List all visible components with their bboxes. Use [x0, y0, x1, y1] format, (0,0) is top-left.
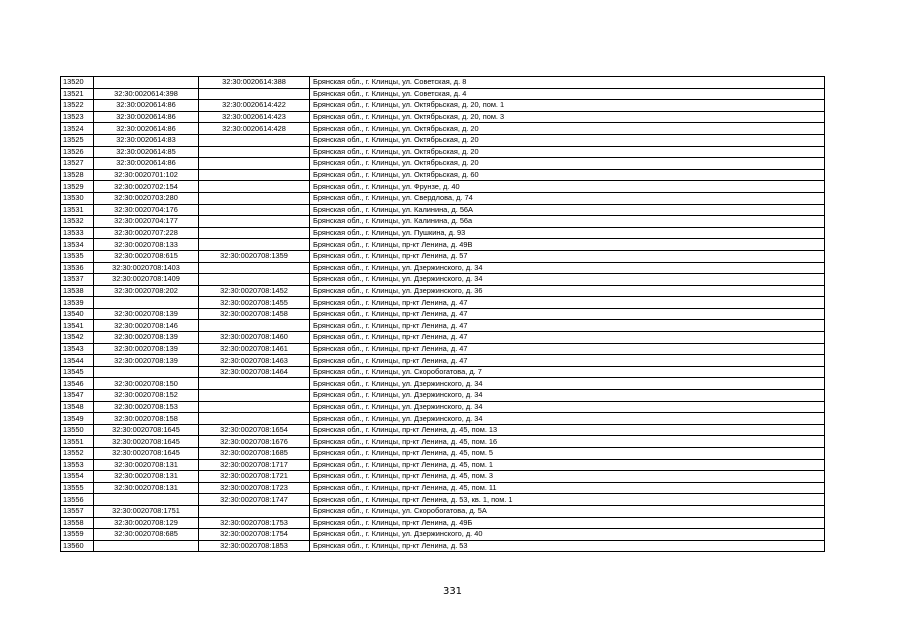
row-number-cell: 13540	[61, 308, 94, 320]
cadastral-number-cell: 32:30:0020614:85	[94, 146, 199, 158]
cadastral-number-cell: 32:30:0020708:150	[94, 378, 199, 390]
row-number-cell: 13531	[61, 204, 94, 216]
row-number-cell: 13554	[61, 471, 94, 483]
premises-cadastral-number-cell: 32:30:0020708:1723	[199, 482, 310, 494]
address-cell: Брянская обл., г. Клинцы, ул. Советская, д. 8	[310, 77, 825, 89]
cadastral-number-cell: 32:30:0020708:1751	[94, 505, 199, 517]
premises-cadastral-number-cell	[199, 181, 310, 193]
address-cell: Брянская обл., г. Клинцы, пр-кт Ленина, д. 57	[310, 250, 825, 262]
cadastral-number-cell: 32:30:0020614:86	[94, 111, 199, 123]
premises-cadastral-number-cell	[199, 146, 310, 158]
row-number-cell: 13536	[61, 262, 94, 274]
cadastral-number-cell: 32:30:0020708:139	[94, 308, 199, 320]
cadastral-number-cell: 32:30:0020708:131	[94, 482, 199, 494]
row-number-cell: 13523	[61, 111, 94, 123]
cadastral-number-cell: 32:30:0020614:86	[94, 123, 199, 135]
table-row	[61, 343, 825, 355]
address-cell: Брянская обл., г. Клинцы, пр-кт Ленина, д. 45, пом. 13	[310, 424, 825, 436]
cadastral-number-cell: 32:30:0020704:176	[94, 204, 199, 216]
premises-cadastral-number-cell	[199, 216, 310, 228]
cadastral-number-cell: 32:30:0020614:86	[94, 100, 199, 112]
address-cell: Брянская обл., г. Клинцы, пр-кт Ленина, д. 49Б	[310, 517, 825, 529]
table-row	[61, 262, 825, 274]
cadastral-number-cell: 32:30:0020708:685	[94, 529, 199, 541]
table-row	[61, 517, 825, 529]
row-number-cell: 13527	[61, 158, 94, 170]
premises-cadastral-number-cell: 32:30:0020708:1747	[199, 494, 310, 506]
table-row	[61, 332, 825, 344]
row-number-cell: 13560	[61, 540, 94, 552]
cadastral-number-cell: 32:30:0020708:146	[94, 320, 199, 332]
table-row	[61, 274, 825, 286]
table-row	[61, 192, 825, 204]
row-number-cell: 13528	[61, 169, 94, 181]
row-number-cell: 13545	[61, 366, 94, 378]
premises-cadastral-number-cell: 32:30:0020708:1460	[199, 332, 310, 344]
table-row	[61, 169, 825, 181]
cadastral-number-cell: 32:30:0020708:133	[94, 239, 199, 251]
premises-cadastral-number-cell: 32:30:0020708:1685	[199, 448, 310, 460]
cadastral-number-cell: 32:30:0020614:398	[94, 88, 199, 100]
registry-table-body	[61, 77, 825, 552]
premises-cadastral-number-cell: 32:30:0020708:1464	[199, 366, 310, 378]
address-cell: Брянская обл., г. Клинцы, пр-кт Ленина, д. 45, пом. 3	[310, 471, 825, 483]
address-cell: Брянская обл., г. Клинцы, пр-кт Ленина, д. 53	[310, 540, 825, 552]
table-row	[61, 482, 825, 494]
cadastral-number-cell	[94, 540, 199, 552]
address-cell: Брянская обл., г. Клинцы, пр-кт Ленина, д. 47	[310, 308, 825, 320]
premises-cadastral-number-cell	[199, 413, 310, 425]
row-number-cell: 13556	[61, 494, 94, 506]
row-number-cell: 13520	[61, 77, 94, 89]
address-cell: Брянская обл., г. Клинцы, ул. Дзержинского, д. 34	[310, 262, 825, 274]
address-cell: Брянская обл., г. Клинцы, ул. Скоробогатова, д. 7	[310, 366, 825, 378]
premises-cadastral-number-cell	[199, 158, 310, 170]
row-number-cell: 13526	[61, 146, 94, 158]
table-row	[61, 204, 825, 216]
premises-cadastral-number-cell: 32:30:0020614:422	[199, 100, 310, 112]
premises-cadastral-number-cell: 32:30:0020708:1452	[199, 285, 310, 297]
cadastral-number-cell	[94, 77, 199, 89]
address-cell: Брянская обл., г. Клинцы, пр-кт Ленина, д. 45, пом. 1	[310, 459, 825, 471]
row-number-cell: 13553	[61, 459, 94, 471]
cadastral-number-cell	[94, 366, 199, 378]
cadastral-number-cell: 32:30:0020614:86	[94, 158, 199, 170]
address-cell: Брянская обл., г. Клинцы, пр-кт Ленина, д. 49В	[310, 239, 825, 251]
cadastral-number-cell: 32:30:0020614:83	[94, 134, 199, 146]
premises-cadastral-number-cell: 32:30:0020708:1676	[199, 436, 310, 448]
premises-cadastral-number-cell	[199, 239, 310, 251]
table-row	[61, 181, 825, 193]
cadastral-number-cell: 32:30:0020708:131	[94, 471, 199, 483]
table-row	[61, 239, 825, 251]
premises-cadastral-number-cell	[199, 169, 310, 181]
table-row	[61, 436, 825, 448]
address-cell: Брянская обл., г. Клинцы, ул. Калинина, д. 56а	[310, 216, 825, 228]
table-row	[61, 505, 825, 517]
address-cell: Брянская обл., г. Клинцы, ул. Октябрьская, д. 20	[310, 158, 825, 170]
cadastral-number-cell: 32:30:0020703:280	[94, 192, 199, 204]
table-row	[61, 250, 825, 262]
address-cell: Брянская обл., г. Клинцы, пр-кт Ленина, д. 47	[310, 332, 825, 344]
address-cell: Брянская обл., г. Клинцы, ул. Октябрьская, д. 20	[310, 134, 825, 146]
table-row	[61, 448, 825, 460]
table-row	[61, 158, 825, 170]
table-row	[61, 366, 825, 378]
table-row	[61, 378, 825, 390]
table-row	[61, 413, 825, 425]
cadastral-number-cell: 32:30:0020708:1403	[94, 262, 199, 274]
cadastral-number-cell: 32:30:0020708:615	[94, 250, 199, 262]
address-cell: Брянская обл., г. Клинцы, ул. Дзержинского, д. 34	[310, 390, 825, 402]
row-number-cell: 13530	[61, 192, 94, 204]
premises-cadastral-number-cell: 32:30:0020708:1359	[199, 250, 310, 262]
address-cell: Брянская обл., г. Клинцы, ул. Октябрьская, д. 20, пом. 1	[310, 100, 825, 112]
address-cell: Брянская обл., г. Клинцы, ул. Свердлова, д. 74	[310, 192, 825, 204]
address-cell: Брянская обл., г. Клинцы, ул. Дзержинского, д. 40	[310, 529, 825, 541]
table-row	[61, 88, 825, 100]
row-number-cell: 13548	[61, 401, 94, 413]
row-number-cell: 13541	[61, 320, 94, 332]
table-row	[61, 77, 825, 89]
premises-cadastral-number-cell: 32:30:0020708:1754	[199, 529, 310, 541]
address-cell: Брянская обл., г. Клинцы, пр-кт Ленина, д. 47	[310, 343, 825, 355]
address-cell: Брянская обл., г. Клинцы, пр-кт Ленина, д. 45, пом. 5	[310, 448, 825, 460]
address-cell: Брянская обл., г. Клинцы, ул. Пушкина, д. 93	[310, 227, 825, 239]
premises-cadastral-number-cell	[199, 204, 310, 216]
cadastral-number-cell: 32:30:0020708:139	[94, 355, 199, 367]
address-cell: Брянская обл., г. Клинцы, ул. Октябрьская, д. 60	[310, 169, 825, 181]
table-row	[61, 529, 825, 541]
address-cell: Брянская обл., г. Клинцы, ул. Дзержинского, д. 36	[310, 285, 825, 297]
premises-cadastral-number-cell: 32:30:0020708:1458	[199, 308, 310, 320]
row-number-cell: 13521	[61, 88, 94, 100]
table-row	[61, 308, 825, 320]
premises-cadastral-number-cell	[199, 88, 310, 100]
table-row	[61, 494, 825, 506]
cadastral-number-cell: 32:30:0020704:177	[94, 216, 199, 228]
cadastral-number-cell: 32:30:0020702:154	[94, 181, 199, 193]
cadastral-number-cell: 32:30:0020708:202	[94, 285, 199, 297]
address-cell: Брянская обл., г. Клинцы, ул. Октябрьская, д. 20, пом. 3	[310, 111, 825, 123]
table-row	[61, 540, 825, 552]
row-number-cell: 13533	[61, 227, 94, 239]
premises-cadastral-number-cell: 32:30:0020708:1717	[199, 459, 310, 471]
row-number-cell: 13524	[61, 123, 94, 135]
row-number-cell: 13552	[61, 448, 94, 460]
row-number-cell: 13551	[61, 436, 94, 448]
table-row	[61, 227, 825, 239]
table-row	[61, 471, 825, 483]
table-row	[61, 100, 825, 112]
row-number-cell: 13539	[61, 297, 94, 309]
row-number-cell: 13534	[61, 239, 94, 251]
address-cell: Брянская обл., г. Клинцы, ул. Дзержинского, д. 34	[310, 274, 825, 286]
address-cell: Брянская обл., г. Клинцы, ул. Советская, д. 4	[310, 88, 825, 100]
premises-cadastral-number-cell	[199, 274, 310, 286]
address-cell: Брянская обл., г. Клинцы, ул. Дзержинского, д. 34	[310, 401, 825, 413]
row-number-cell: 13537	[61, 274, 94, 286]
premises-cadastral-number-cell	[199, 401, 310, 413]
table-row	[61, 134, 825, 146]
address-cell: Брянская обл., г. Клинцы, пр-кт Ленина, д. 47	[310, 320, 825, 332]
address-cell: Брянская обл., г. Клинцы, пр-кт Ленина, д. 47	[310, 297, 825, 309]
premises-cadastral-number-cell: 32:30:0020708:1463	[199, 355, 310, 367]
row-number-cell: 13522	[61, 100, 94, 112]
row-number-cell: 13532	[61, 216, 94, 228]
premises-cadastral-number-cell: 32:30:0020708:1455	[199, 297, 310, 309]
premises-cadastral-number-cell: 32:30:0020614:388	[199, 77, 310, 89]
cadastral-number-cell: 32:30:0020701:102	[94, 169, 199, 181]
registry-table	[60, 76, 825, 552]
address-cell: Брянская обл., г. Клинцы, пр-кт Ленина, д. 45, пом. 16	[310, 436, 825, 448]
table-row	[61, 401, 825, 413]
premises-cadastral-number-cell	[199, 227, 310, 239]
premises-cadastral-number-cell: 32:30:0020614:428	[199, 123, 310, 135]
row-number-cell: 13525	[61, 134, 94, 146]
row-number-cell: 13550	[61, 424, 94, 436]
cadastral-number-cell: 32:30:0020708:139	[94, 343, 199, 355]
table-row	[61, 285, 825, 297]
premises-cadastral-number-cell: 32:30:0020708:1721	[199, 471, 310, 483]
table-row	[61, 216, 825, 228]
row-number-cell: 13559	[61, 529, 94, 541]
cadastral-number-cell	[94, 297, 199, 309]
row-number-cell: 13546	[61, 378, 94, 390]
address-cell: Брянская обл., г. Клинцы, пр-кт Ленина, д. 47	[310, 355, 825, 367]
premises-cadastral-number-cell	[199, 390, 310, 402]
row-number-cell: 13555	[61, 482, 94, 494]
row-number-cell: 13535	[61, 250, 94, 262]
premises-cadastral-number-cell	[199, 505, 310, 517]
page-number: 331	[442, 586, 463, 597]
table-row	[61, 424, 825, 436]
address-cell: Брянская обл., г. Клинцы, ул. Октябрьская, д. 20	[310, 146, 825, 158]
table-row	[61, 390, 825, 402]
address-cell: Брянская обл., г. Клинцы, ул. Скоробогатова, д. 5А	[310, 505, 825, 517]
cadastral-number-cell: 32:30:0020708:1645	[94, 448, 199, 460]
premises-cadastral-number-cell: 32:30:0020708:1461	[199, 343, 310, 355]
table-row	[61, 355, 825, 367]
cadastral-number-cell: 32:30:0020708:129	[94, 517, 199, 529]
cadastral-number-cell: 32:30:0020707:228	[94, 227, 199, 239]
premises-cadastral-number-cell	[199, 192, 310, 204]
cadastral-number-cell: 32:30:0020708:139	[94, 332, 199, 344]
address-cell: Брянская обл., г. Клинцы, пр-кт Ленина, д. 53, кв. 1, пом. 1	[310, 494, 825, 506]
address-cell: Брянская обл., г. Клинцы, ул. Дзержинского, д. 34	[310, 378, 825, 390]
row-number-cell: 13547	[61, 390, 94, 402]
premises-cadastral-number-cell: 32:30:0020708:1853	[199, 540, 310, 552]
address-cell: Брянская обл., г. Клинцы, ул. Октябрьская, д. 20	[310, 123, 825, 135]
premises-cadastral-number-cell	[199, 320, 310, 332]
table-row	[61, 146, 825, 158]
premises-cadastral-number-cell: 32:30:0020708:1654	[199, 424, 310, 436]
premises-cadastral-number-cell: 32:30:0020614:423	[199, 111, 310, 123]
address-cell: Брянская обл., г. Клинцы, ул. Фрунзе, д. 40	[310, 181, 825, 193]
table-row	[61, 459, 825, 471]
cadastral-number-cell: 32:30:0020708:152	[94, 390, 199, 402]
row-number-cell: 13538	[61, 285, 94, 297]
cadastral-number-cell: 32:30:0020708:1645	[94, 436, 199, 448]
table-row	[61, 111, 825, 123]
row-number-cell: 13558	[61, 517, 94, 529]
premises-cadastral-number-cell: 32:30:0020708:1753	[199, 517, 310, 529]
row-number-cell: 13529	[61, 181, 94, 193]
address-cell: Брянская обл., г. Клинцы, ул. Дзержинского, д. 34	[310, 413, 825, 425]
table-row	[61, 320, 825, 332]
address-cell: Брянская обл., г. Клинцы, пр-кт Ленина, д. 45, пом. 11	[310, 482, 825, 494]
premises-cadastral-number-cell	[199, 134, 310, 146]
table-row	[61, 123, 825, 135]
premises-cadastral-number-cell	[199, 378, 310, 390]
cadastral-number-cell: 32:30:0020708:131	[94, 459, 199, 471]
cadastral-number-cell: 32:30:0020708:153	[94, 401, 199, 413]
row-number-cell: 13557	[61, 505, 94, 517]
table-row	[61, 297, 825, 309]
row-number-cell: 13549	[61, 413, 94, 425]
row-number-cell: 13542	[61, 332, 94, 344]
cadastral-number-cell	[94, 494, 199, 506]
row-number-cell: 13543	[61, 343, 94, 355]
cadastral-number-cell: 32:30:0020708:158	[94, 413, 199, 425]
cadastral-number-cell: 32:30:0020708:1409	[94, 274, 199, 286]
row-number-cell: 13544	[61, 355, 94, 367]
cadastral-number-cell: 32:30:0020708:1645	[94, 424, 199, 436]
premises-cadastral-number-cell	[199, 262, 310, 274]
address-cell: Брянская обл., г. Клинцы, ул. Калинина, д. 56А	[310, 204, 825, 216]
